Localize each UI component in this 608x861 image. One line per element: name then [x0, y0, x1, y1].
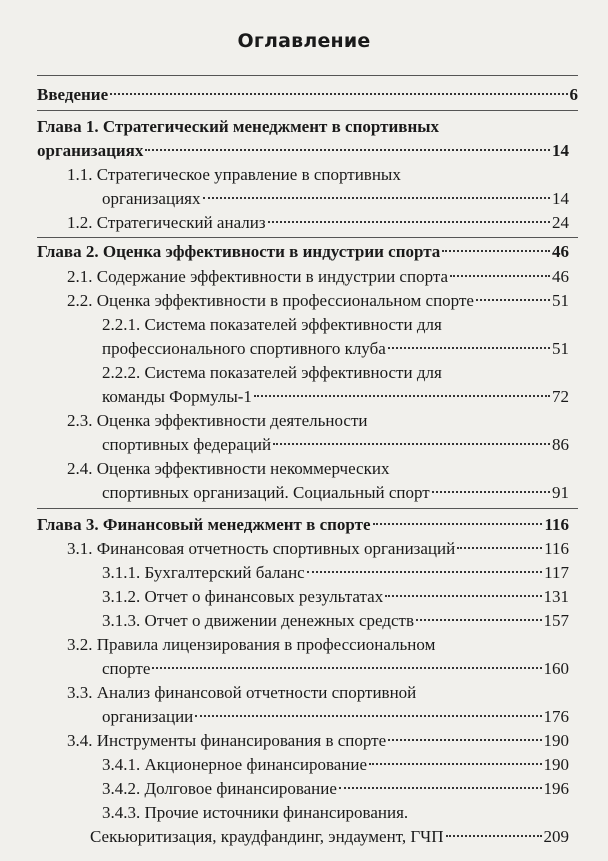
toc-entry-title: 1.2. Стратегический анализ — [67, 213, 266, 232]
toc-entry-s2-3[interactable] — [102, 433, 569, 457]
toc-entry-title: Введение — [37, 85, 109, 104]
divider — [37, 508, 578, 509]
toc-entry-s2-4[interactable] — [102, 481, 569, 505]
toc-page-number: 46 — [552, 242, 569, 261]
toc-entry-title: организациях — [37, 141, 144, 160]
toc-page-number: 117 — [544, 563, 569, 582]
leader-dots — [442, 250, 550, 252]
toc-entry-title: спортивных федераций — [102, 435, 272, 454]
toc-page-number: 196 — [543, 779, 569, 798]
toc-entry-title: 3.1.2. Отчет о финансовых результатах — [102, 587, 384, 606]
toc-entry-title: 3.4.1. Акционерное финансирование — [102, 755, 368, 774]
toc-page-number: 24 — [552, 213, 569, 232]
toc-entry-s1-1[interactable] — [102, 187, 569, 211]
toc-entry-title: 2.2. Оценка эффективности в профессиональном спорте — [67, 291, 474, 310]
toc-page-number: 157 — [543, 611, 569, 630]
leader-dots — [388, 739, 541, 741]
toc-page-number: 6 — [569, 85, 578, 104]
toc-entry-title: организациях — [102, 189, 201, 208]
toc-entry-s3-1-1[interactable] — [102, 561, 569, 585]
toc-page-number: 91 — [552, 483, 569, 502]
toc-entry-s2-2[interactable] — [67, 289, 569, 313]
toc-entry-s2-1[interactable] — [67, 265, 569, 289]
toc-entry-s2-2-1[interactable] — [102, 337, 569, 361]
divider — [37, 110, 578, 111]
toc-entry-title: Глава 2. Оценка эффективности в индустрии спорта — [37, 242, 441, 261]
divider — [37, 237, 578, 238]
toc-entry-title: команды Формулы-1 — [102, 387, 252, 406]
leader-dots — [110, 93, 567, 95]
page-title: Оглавление — [237, 30, 371, 52]
toc-entry-s3-4-2[interactable] — [102, 777, 569, 801]
leader-dots — [307, 571, 542, 573]
leader-dots — [450, 275, 550, 277]
leader-dots — [195, 715, 541, 717]
toc-entry-s1-2[interactable] — [67, 211, 569, 235]
toc-page-number: 131 — [543, 587, 569, 606]
toc-page-number: 116 — [544, 539, 569, 558]
toc-page-number: 14 — [552, 189, 569, 208]
toc-page-number: 190 — [543, 731, 569, 750]
toc-page-number: 14 — [552, 141, 569, 160]
toc-entry-s2-2-2[interactable] — [102, 385, 569, 409]
toc-entry-s3-3[interactable] — [102, 705, 569, 729]
leader-dots — [369, 763, 541, 765]
leader-dots — [152, 667, 541, 669]
toc-entry-s3-4-1[interactable] — [102, 753, 569, 777]
toc-entry-s2-4-line1[interactable]: 2.4. Оценка эффективности некоммерческих — [67, 459, 390, 478]
toc-entry-s3-1-3[interactable] — [102, 609, 569, 633]
toc-page-number: 46 — [552, 267, 569, 286]
toc-entry-s3-2[interactable] — [102, 657, 569, 681]
toc-page-number: 51 — [552, 291, 569, 310]
toc-entry-s1-1-line1[interactable]: 1.1. Стратегическое управление в спортивных — [67, 165, 401, 184]
toc-page-number: 116 — [544, 515, 569, 534]
leader-dots — [432, 491, 550, 493]
leader-dots — [446, 835, 542, 837]
toc-entry-ch1[interactable] — [37, 139, 569, 163]
leader-dots — [385, 595, 541, 597]
toc-entry-s3-4[interactable] — [67, 729, 569, 753]
toc-entry-s2-3-line1[interactable]: 2.3. Оценка эффективности деятельности — [67, 411, 368, 430]
toc-entry-s3-1[interactable] — [67, 537, 569, 561]
leader-dots — [416, 619, 542, 621]
toc-entry-title: Секьюритизация, краудфандинг, эндаумент, ГЧП — [90, 827, 444, 846]
toc-page-number: 209 — [543, 827, 569, 846]
toc-entry-intro[interactable] — [37, 83, 578, 107]
toc-entry-s3-4-3[interactable] — [90, 825, 569, 849]
toc-entry-title: профессионального спортивного клуба — [102, 339, 386, 358]
toc-page-number: 86 — [552, 435, 569, 454]
toc-entry-title: спортивных организаций. Социальный спорт — [102, 483, 430, 502]
toc-page-number: 176 — [543, 707, 569, 726]
toc-page-number: 51 — [552, 339, 569, 358]
toc-entry-title: 3.4. Инструменты финансирования в спорте — [67, 731, 387, 750]
toc-entry-s3-4-3-line1[interactable]: 3.4.3. Прочие источники финансирования. — [102, 803, 409, 822]
toc-entry-title: 3.1. Финансовая отчетность спортивных организаций — [67, 539, 456, 558]
toc-entry-s3-1-2[interactable] — [102, 585, 569, 609]
leader-dots — [388, 347, 550, 349]
toc-entry-s3-2-line1[interactable]: 3.2. Правила лицензирования в профессиональном — [67, 635, 436, 654]
toc-page-number: 160 — [543, 659, 569, 678]
toc-entry-s3-3-line1[interactable]: 3.3. Анализ финансовой отчетности спортивной — [67, 683, 417, 702]
toc-page-number: 72 — [552, 387, 569, 406]
toc-entry-ch2[interactable] — [37, 240, 569, 264]
toc-entry-title: спорте — [102, 659, 151, 678]
toc-entry-title: 2.1. Содержание эффективности в индустрии спорта — [67, 267, 449, 286]
leader-dots — [145, 149, 550, 151]
leader-dots — [457, 547, 542, 549]
toc-entry-title: 3.4.2. Долговое финансирование — [102, 779, 337, 798]
leader-dots — [373, 523, 543, 525]
toc-entry-title: Глава 3. Финансовый менеджмент в спорте — [37, 515, 371, 534]
toc-entry-ch1-line1[interactable]: Глава 1. Стратегический менеджмент в спортивных — [37, 117, 440, 136]
leader-dots — [476, 299, 550, 301]
toc-entry-s2-2-1-line1[interactable]: 2.2.1. Система показателей эффективности для — [102, 315, 442, 334]
toc-entry-s2-2-2-line1[interactable]: 2.2.2. Система показателей эффективности для — [102, 363, 442, 382]
toc-entry-title: 3.1.3. Отчет о движении денежных средств — [102, 611, 414, 630]
leader-dots — [203, 197, 551, 199]
toc-page-number: 190 — [543, 755, 569, 774]
toc-entry-ch3[interactable] — [37, 513, 569, 537]
toc-entry-title: организации — [102, 707, 194, 726]
leader-dots — [339, 787, 542, 789]
toc-entry-title: 3.1.1. Бухгалтерский баланс — [102, 563, 305, 582]
leader-dots — [273, 443, 550, 445]
leader-dots — [254, 395, 550, 397]
leader-dots — [268, 221, 550, 223]
